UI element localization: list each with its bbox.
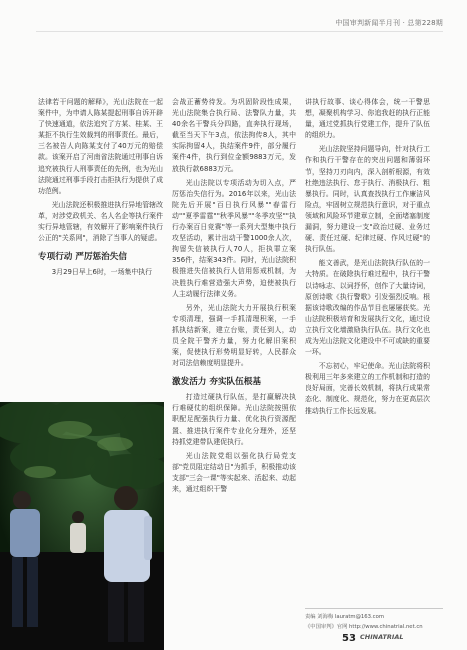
column-3 [305,97,430,420]
col1-paragraph-1: 法律若干问题的解释》，光山法院在一起案件中，为申请人陈某提起刑事自诉开辟了快速通道，依法追究了方某、桂某、王某拒不执行生效裁判的刑事责任。最后，三名被告人向陈某支付了40万元的赔偿款。该案开启了河南省法院通过刑事自诉追究被执行人刑事责任的先例，也为光山法院通过刑事手段打击拒执行为提供了成功范例。 [38,98,163,195]
col1-paragraph-2: 光山法院还积极推进执行异地管辖改革，对涉党政机关、名人名企等执行案件实行异地管辖，有效解开了影响案件执行公正的"关系网"，消除了当事人的疑虑。 [38,200,163,243]
col3-paragraph-3: 能文善武，是光山法院执行队伍的一大特质。在破除执行难过程中，执行干警以诗咏志、以词抒怀，创作了大量诗词，原创诗歌《执行警歌》引发强烈反响。根据该诗歌改编的作品节目也屡屡获奖。光山法院积极培育和发展执行文化，通过设立执行文化墙激励执行队伍。执行文化也成为光山法院文化建设中不可或缺的重要一环。 [305,259,430,357]
column-1 [38,97,163,281]
editor-credit: 责编 刘海梅 lauratm@163.com [305,614,384,620]
col3-paragraph-4: 不忘初心，牢记使命。光山法院将积极利用三年多来建立的工作机制和打造的良好局面，完善长效机制，将执行成果常态化、制度化、规范化，努力在更高层次推动执行工作长远发展。 [305,362,430,415]
magazine-brand-logo: CHINATRIAL [360,633,404,641]
header-rule [36,31,443,32]
col3-paragraph-2: 光山法院坚持问题导向，针对执行工作和执行干警存在的突出问题和薄弱环节，坚持刀刃向内，深入剖析根源，有效杜绝违法执行、怠于执行、消极执行、粗暴执行。同时，认真查找执行工作廉洁风险点，牢固树立规范执行意识，对于重点领域和风险环节建章立制，全面堵塞制度漏洞，努力建设一支"政治过硬、业务过硬、责任过硬、纪律过硬、作风过硬"的执行队伍。 [305,145,430,254]
col2-paragraph-5: 光山法院党组以强化执行局党支部"党员阻定结动日"为抓手，积极推动该支部"三会一课"等实起来、活起来、动起来，通过组织干警 [172,451,296,493]
col1-paragraph-3: 3月29日早上6时，一场集中执行 [51,268,153,277]
photo-illustration [0,402,164,650]
col2-paragraph-4: 打造过硬执行队伍，是打赢解决执行难硬仗的组织保障。光山法院按照依职配足配强执行力量、优化执行资源配置、推进执行案件专业化分理外，还坚持抓党建带队建促执行。 [172,393,296,446]
section-heading-team-building: 激发活力 夯实队伍根基 [172,377,261,388]
col3-paragraph-1: 讲执行故事、谈心得体会，统一干警思想，凝聚机构学习、你追我赶的执行正能量，通过党抓执行党建工作，提升了队伍的组织力。 [305,98,430,140]
col2-paragraph-2: 光山法院以专项活动为切入点，严厉惩治失信行为。2016年以来，光山法院先后开展"百日执行风暴""春雷行动""夏季雷霆""秋季风暴""冬季攻坚""执行办案百日竞赛"等一系列大型集中执行攻坚活动，累计出动干警1000余人次，拘留失信被执行人70人，拒执罪立案356件，结案343件。同时，光山法院积极推进失信被执行人信用惩戒机制，为决胜执行难营造强大声势，迫使被执行人主动履行法律义务。 [172,178,296,298]
section-heading-special-action: 专项行动 严厉惩治失信 [38,252,127,263]
column-2 [172,97,296,498]
enforcement-photo [0,402,164,650]
col2-paragraph-3: 另外，光山法院大力开展执行积案专项清理，强调一手抓清理积案，一手抓执结新案，建立台账，责任到人，动员全院干警齐力量，努力化解旧案积案，促使执行形势明显好转，人民群众对司法信赖度明显提升。 [172,303,296,368]
website-credit: 《中国审判》官网 http://www.chinatrial.net.cn [305,624,423,630]
footer-rule [305,608,443,609]
col2-paragraph-1: 会战正蓄势待发。为巩固阶段性成果，光山法院集合执行局、法警队力量，共40余名干警兵分四路，直奔执行现场，截至当天下午3点，依法拘传8人，其中实际拘留4人，执结案件9件，部分履行案件4件，执行到位金额9883万元，发放执行款6883万元。 [172,98,296,173]
page-number: 53 [342,633,356,644]
running-header: 中国审判新闻半月刊 · 总第228期 [335,19,443,27]
